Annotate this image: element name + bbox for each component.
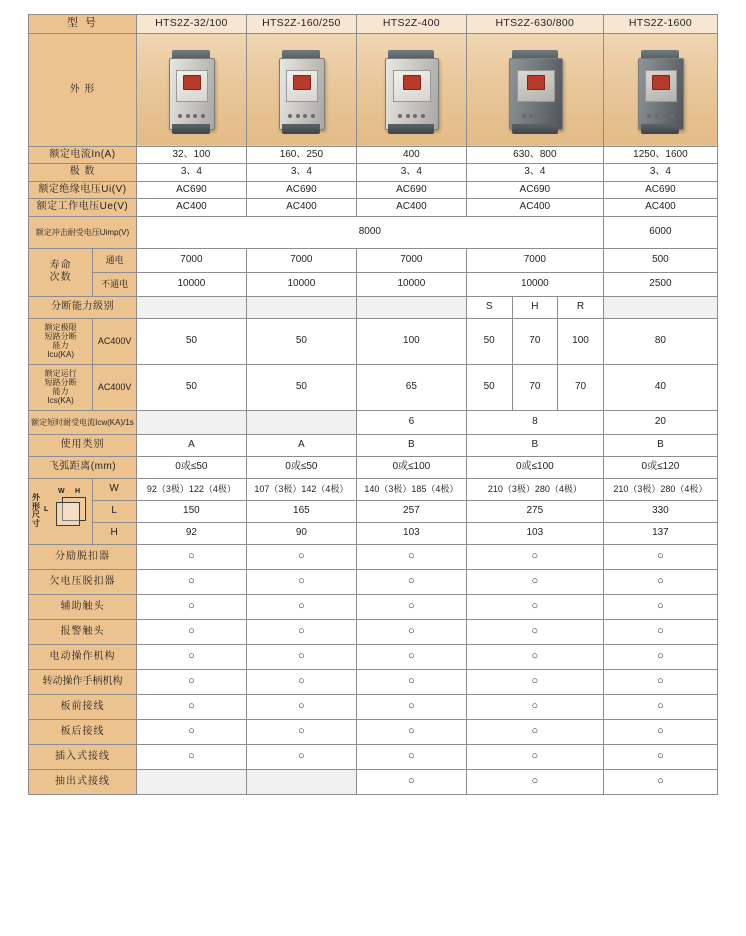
poles-row (29, 164, 718, 182)
life-electrical-label: 通电 (93, 248, 137, 272)
ics-5: 40 (603, 364, 717, 410)
ics-label-line2: 短路分断 (44, 378, 77, 388)
breaking-class-7 (603, 296, 717, 318)
accessory-5-3: ○ (356, 669, 466, 694)
breaking-class-r: R (558, 296, 604, 318)
accessory-9-2 (246, 769, 356, 794)
accessory-label-6: 板前接线 (29, 694, 137, 719)
dimension-w-2: 107（3极）142（4极） (246, 478, 356, 500)
icw-label: 额定短时耐受电流Icw(KA)/1s (29, 410, 137, 434)
life-mechanical-row (29, 272, 718, 296)
breaking-class-s: S (466, 296, 512, 318)
ics-label-line1: 额定运行 (44, 368, 77, 378)
arc-distance-row (29, 456, 718, 478)
life-mechanical-label: 不通电 (93, 272, 137, 296)
poles-5: 3、4 (603, 164, 717, 182)
icu-s: 50 (466, 318, 512, 364)
rated-current-label: 额定电流In(A) (29, 146, 137, 164)
ics-2: 50 (246, 364, 356, 410)
accessory-4-3: ○ (356, 644, 466, 669)
product-photo-2 (246, 33, 356, 146)
dimension-w-4: 210（3极）280（4极） (466, 478, 603, 500)
arc-distance-1: 0或≤50 (136, 456, 246, 478)
icw-2 (246, 410, 356, 434)
working-voltage-1: AC400 (136, 199, 246, 217)
ics-h: 70 (512, 364, 558, 410)
accessory-2-4: ○ (466, 594, 603, 619)
breaker-illustration (273, 44, 329, 136)
breaker-illustration (383, 44, 439, 136)
life-electrical-4: 7000 (466, 248, 603, 272)
accessory-row (29, 769, 718, 794)
accessory-8-5: ○ (603, 744, 717, 769)
accessory-7-1: ○ (136, 719, 246, 744)
use-category-2: A (246, 434, 356, 456)
accessory-row (29, 719, 718, 744)
accessory-5-5: ○ (603, 669, 717, 694)
dimension-l-2: 165 (246, 500, 356, 522)
accessory-8-4: ○ (466, 744, 603, 769)
accessory-5-1: ○ (136, 669, 246, 694)
accessory-3-1: ○ (136, 619, 246, 644)
arc-distance-3: 0或≤100 (356, 456, 466, 478)
ics-s: 50 (466, 364, 512, 410)
accessory-2-5: ○ (603, 594, 717, 619)
accessory-9-1 (136, 769, 246, 794)
insulation-voltage-row (29, 181, 718, 199)
accessory-0-3: ○ (356, 544, 466, 569)
accessory-label-8: 插入式接线 (29, 744, 137, 769)
icu-voltage: AC400V (93, 318, 137, 364)
impulse-voltage-group2: 6000 (603, 216, 717, 248)
accessory-7-5: ○ (603, 719, 717, 744)
life-electrical-3: 7000 (356, 248, 466, 272)
dimension-l-3: 257 (356, 500, 466, 522)
product-photo-3 (356, 33, 466, 146)
accessory-5-4: ○ (466, 669, 603, 694)
breaking-class-1 (136, 296, 246, 318)
dim-fig-l: L (44, 506, 49, 514)
accessory-4-5: ○ (603, 644, 717, 669)
accessory-0-2: ○ (246, 544, 356, 569)
accessory-7-4: ○ (466, 719, 603, 744)
use-category-5: B (603, 434, 717, 456)
accessory-label-2: 辅助触头 (29, 594, 137, 619)
dimension-h-3: 103 (356, 522, 466, 544)
accessory-1-5: ○ (603, 569, 717, 594)
rated-current-5: 1250、1600 (603, 146, 717, 164)
life-electrical-1: 7000 (136, 248, 246, 272)
icu-2: 50 (246, 318, 356, 364)
accessory-6-5: ○ (603, 694, 717, 719)
working-voltage-5: AC400 (603, 199, 717, 217)
accessory-6-3: ○ (356, 694, 466, 719)
dim-label-3: 尺 (32, 510, 40, 520)
breaker-illustration (163, 44, 219, 136)
accessory-1-4: ○ (466, 569, 603, 594)
accessory-0-5: ○ (603, 544, 717, 569)
accessory-5-2: ○ (246, 669, 356, 694)
accessory-6-2: ○ (246, 694, 356, 719)
ics-1: 50 (136, 364, 246, 410)
header-model-5: HTS2Z-1600 (603, 15, 717, 34)
poles-label: 极 数 (29, 164, 137, 182)
icu-label-line4: Icu(KA) (47, 350, 74, 360)
accessory-3-5: ○ (603, 619, 717, 644)
header-model-3: HTS2Z-400 (356, 15, 466, 34)
rated-current-4: 630、800 (466, 146, 603, 164)
poles-4: 3、4 (466, 164, 603, 182)
accessory-label-1: 欠电压脱扣器 (29, 569, 137, 594)
dimension-w-row (29, 478, 718, 500)
working-voltage-row (29, 199, 718, 217)
product-photo-1 (136, 33, 246, 146)
dimension-h-label: H (93, 522, 137, 544)
accessory-7-2: ○ (246, 719, 356, 744)
header-model-1: HTS2Z-32/100 (136, 15, 246, 34)
accessory-label-4: 电动操作机构 (29, 644, 137, 669)
working-voltage-4: AC400 (466, 199, 603, 217)
accessory-label-5: 转动操作手柄机构 (29, 669, 137, 694)
dimension-h-row (29, 522, 718, 544)
header-model-label: 型 号 (29, 15, 137, 34)
ics-voltage: AC400V (93, 364, 137, 410)
dimension-h-1: 92 (136, 522, 246, 544)
icu-row (29, 318, 718, 364)
impulse-voltage-row (29, 216, 718, 248)
accessory-4-4: ○ (466, 644, 603, 669)
impulse-voltage-label: 额定冲击耐受电压Uimp(V) (29, 216, 137, 248)
icu-5: 80 (603, 318, 717, 364)
accessory-label-7: 板后接线 (29, 719, 137, 744)
accessory-9-5: ○ (603, 769, 717, 794)
accessory-8-1: ○ (136, 744, 246, 769)
accessory-2-2: ○ (246, 594, 356, 619)
icu-h: 70 (512, 318, 558, 364)
spec-sheet-page (0, 14, 746, 936)
poles-1: 3、4 (136, 164, 246, 182)
rated-current-3: 400 (356, 146, 466, 164)
breaker-illustration (507, 44, 563, 136)
accessory-0-1: ○ (136, 544, 246, 569)
rated-current-2: 160、250 (246, 146, 356, 164)
accessory-3-3: ○ (356, 619, 466, 644)
appearance-label: 外 形 (29, 33, 137, 146)
breaking-class-3 (356, 296, 466, 318)
icu-r: 100 (558, 318, 604, 364)
accessory-4-2: ○ (246, 644, 356, 669)
arc-distance-4: 0或≤100 (466, 456, 603, 478)
dimension-h-2: 90 (246, 522, 356, 544)
rated-current-1: 32、100 (136, 146, 246, 164)
ics-3: 65 (356, 364, 466, 410)
product-photo-5 (603, 33, 717, 146)
accessory-row (29, 594, 718, 619)
accessory-4-1: ○ (136, 644, 246, 669)
dim-fig-w: W (58, 488, 65, 496)
life-label (29, 248, 93, 296)
dimension-l-label: L (93, 500, 137, 522)
use-category-4: B (466, 434, 603, 456)
dimension-w-label: W (93, 478, 137, 500)
icu-label (29, 318, 93, 364)
arc-distance-label: 飞弧距离(mm) (29, 456, 137, 478)
icu-label-line2: 短路分断 (44, 332, 77, 342)
accessory-row (29, 544, 718, 569)
poles-2: 3、4 (246, 164, 356, 182)
accessory-0-4: ○ (466, 544, 603, 569)
life-label-line2: 次数 (49, 272, 72, 284)
accessory-8-3: ○ (356, 744, 466, 769)
icu-3: 100 (356, 318, 466, 364)
dimensions-label-text (30, 494, 42, 528)
icw-3: 6 (356, 410, 466, 434)
arc-distance-2: 0或≤50 (246, 456, 356, 478)
accessory-2-3: ○ (356, 594, 466, 619)
breaker-illustration (632, 44, 688, 136)
insulation-voltage-label: 额定绝缘电压Ui(V) (29, 181, 137, 199)
life-mechanical-3: 10000 (356, 272, 466, 296)
accessory-row (29, 619, 718, 644)
life-mechanical-2: 10000 (246, 272, 356, 296)
product-photo-4 (466, 33, 603, 146)
use-category-3: B (356, 434, 466, 456)
insulation-voltage-4: AC690 (466, 181, 603, 199)
ics-label-line3: 能力 (52, 387, 69, 397)
icu-label-line1: 额定极限 (44, 322, 77, 332)
life-mechanical-4: 10000 (466, 272, 603, 296)
breaking-class-2 (246, 296, 356, 318)
use-category-label: 使用类别 (29, 434, 137, 456)
life-mechanical-1: 10000 (136, 272, 246, 296)
insulation-voltage-2: AC690 (246, 181, 356, 199)
dim-label-2: 形 (32, 501, 40, 511)
accessory-8-2: ○ (246, 744, 356, 769)
ics-row (29, 364, 718, 410)
life-mechanical-5: 2500 (603, 272, 717, 296)
accessory-6-1: ○ (136, 694, 246, 719)
accessory-1-3: ○ (356, 569, 466, 594)
poles-3: 3、4 (356, 164, 466, 182)
accessory-9-3: ○ (356, 769, 466, 794)
accessory-1-2: ○ (246, 569, 356, 594)
header-model-4: HTS2Z-630/800 (466, 15, 603, 34)
working-voltage-label: 额定工作电压Ue(V) (29, 199, 137, 217)
insulation-voltage-3: AC690 (356, 181, 466, 199)
dimension-h-5: 137 (603, 522, 717, 544)
rated-current-row (29, 146, 718, 164)
accessory-7-3: ○ (356, 719, 466, 744)
working-voltage-3: AC400 (356, 199, 466, 217)
icw-4: 8 (466, 410, 603, 434)
breaking-class-label: 分断能力级别 (29, 296, 137, 318)
dimensions-label (29, 478, 93, 544)
arc-distance-5: 0或≤120 (603, 456, 717, 478)
dim-label-1: 外 (32, 493, 40, 503)
impulse-voltage-group1: 8000 (136, 216, 603, 248)
dimension-l-4: 275 (466, 500, 603, 522)
dimension-l-row (29, 500, 718, 522)
accessory-3-4: ○ (466, 619, 603, 644)
accessory-3-2: ○ (246, 619, 356, 644)
accessory-2-1: ○ (136, 594, 246, 619)
accessory-label-3: 报警触头 (29, 619, 137, 644)
icu-1: 50 (136, 318, 246, 364)
icu-label-line3: 能力 (52, 341, 69, 351)
accessory-row (29, 694, 718, 719)
ics-label (29, 364, 93, 410)
accessory-label-9: 抽出式接线 (29, 769, 137, 794)
use-category-row (29, 434, 718, 456)
ics-label-line4: Ics(KA) (47, 396, 74, 406)
accessory-row (29, 744, 718, 769)
header-model-2: HTS2Z-160/250 (246, 15, 356, 34)
dimension-w-5: 210（3极）280（4极） (603, 478, 717, 500)
accessory-6-4: ○ (466, 694, 603, 719)
appearance-row (29, 33, 718, 146)
dimension-l-5: 330 (603, 500, 717, 522)
dim-fig-h: H (75, 488, 81, 496)
ics-r: 70 (558, 364, 604, 410)
accessory-label-0: 分励脱扣器 (29, 544, 137, 569)
accessory-row (29, 669, 718, 694)
dim-label-4: 寸 (32, 518, 40, 528)
working-voltage-2: AC400 (246, 199, 356, 217)
breaking-class-h: H (512, 296, 558, 318)
life-electrical-5: 500 (603, 248, 717, 272)
insulation-voltage-1: AC690 (136, 181, 246, 199)
dimension-h-4: 103 (466, 522, 603, 544)
life-label-line1: 寿命 (49, 259, 72, 271)
accessory-9-4: ○ (466, 769, 603, 794)
use-category-1: A (136, 434, 246, 456)
dimensions-diagram-icon (42, 488, 91, 534)
breaking-class-row (29, 296, 718, 318)
accessory-row (29, 569, 718, 594)
accessory-row (29, 644, 718, 669)
icw-1 (136, 410, 246, 434)
dimension-w-3: 140（3极）185（4极） (356, 478, 466, 500)
icw-row (29, 410, 718, 434)
dimension-l-1: 150 (136, 500, 246, 522)
dimension-w-1: 92（3极）122（4极） (136, 478, 246, 500)
life-electrical-row (29, 248, 718, 272)
table-header-row (29, 15, 718, 34)
accessory-1-1: ○ (136, 569, 246, 594)
icw-5: 20 (603, 410, 717, 434)
insulation-voltage-5: AC690 (603, 181, 717, 199)
life-electrical-2: 7000 (246, 248, 356, 272)
specification-table (28, 14, 718, 795)
